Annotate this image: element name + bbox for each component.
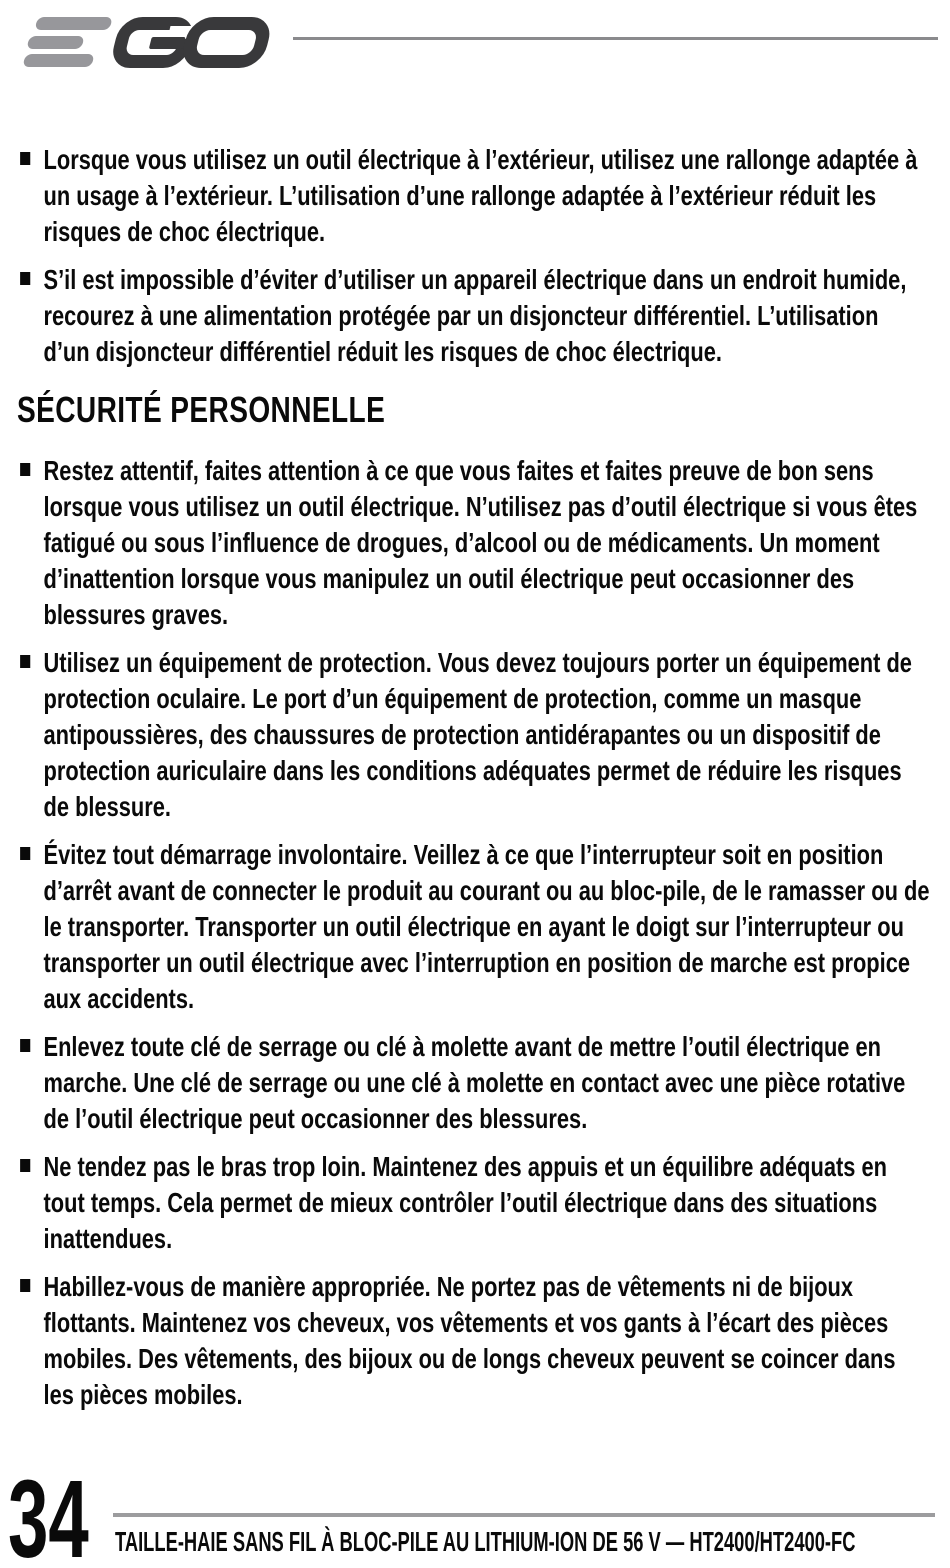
ego-logo-icon [8,4,278,74]
bullet-square-icon [20,1159,30,1172]
header-divider [293,37,938,40]
bullet-text: Utilisez un équipement de protection. Vous devez toujours porter un équipement de protection oculaire. Le port d’un équipement de protection, comme un masque antipoussières, des chaussures de protection antidérapantes ou un dispositif de protection auriculaire dans les conditions adéquates permet de réduire les risques de blessure. [43,647,912,822]
footer-divider [113,1513,935,1517]
page-body [17,142,930,1425]
safety-list-personal [17,453,930,1413]
bullet-text: Ne tendez pas le bras trop loin. Maintenez des appuis et un équilibre adéquats en tout temps. Cela permet de mieux contrôler l’outil électrique dans des situations inattendues. [43,1151,887,1254]
bullet-text: Habillez-vous de manière appropriée. Ne portez pas de vêtements ni de bijoux flottants. Maintenez vos cheveux, vos vêtements et vos gants à l’écart des pièces mobiles. Des vêtements, des bijoux ou de longs cheveux peuvent se coincer dans les pièces mobiles. [43,1271,896,1410]
list-item [17,1029,930,1137]
list-item [17,1149,930,1257]
bullet-square-icon [20,655,30,668]
safety-list-top [17,142,930,370]
bullet-text: Évitez tout démarrage involontaire. Veillez à ce que l’interrupteur soit en position d’arrêt avant de connecter le produit au courant ou au bloc-pile, de le ramasser ou de le transporter. Transporter un outil électrique en ayant le doigt sur l’interrupteur ou transporter un outil électrique avec l’interruption en position de marche est propice aux accidents. [43,839,930,1014]
footer-product-line: TAILLE-HAIE SANS FIL À BLOC-PILE AU LITHIUM-ION DE 56 V — HT2400/HT2400-FC [115,1526,856,1557]
list-item [17,142,930,250]
list-item [17,645,930,825]
bullet-square-icon [20,152,30,165]
page-number: 34 [8,1458,89,1568]
bullet-text: Enlevez toute clé de serrage ou clé à molette avant de mettre l’outil électrique en marche. Une clé de serrage ou une clé à molette en contact avec une pièce rotative de l’outil électrique peut occasionner des blessures. [43,1031,906,1134]
bullet-text: S’il est impossible d’éviter d’utiliser un appareil électrique dans un endroit humide, recourez à une alimentation protégée par un disjoncteur différentiel. L’utilisation d’un disjoncteur différentiel réduit les risques de choc électrique. [43,264,907,367]
bullet-square-icon [20,847,30,860]
bullet-square-icon [20,1279,30,1292]
list-item [17,453,930,633]
bullet-square-icon [20,463,30,476]
list-item [17,1269,930,1413]
bullet-square-icon [20,1039,30,1052]
section-heading: SÉCURITÉ PERSONNELLE [17,389,386,430]
list-item [17,262,930,370]
bullet-text: Lorsque vous utilisez un outil électrique à l’extérieur, utilisez une rallonge adaptée à un usage à l’extérieur. L’utilisation d’une rallonge adaptée à l’extérieur réduit les risques de choc électrique. [43,144,918,247]
bullet-square-icon [20,272,30,285]
list-item [17,837,930,1017]
bullet-text: Restez attentif, faites attention à ce que vous faites et faites preuve de bon sens lorsque vous utilisez un outil électrique. N’utilisez pas d’outil électrique si vous êtes fatigué ou sous l’influence de drogues, d’alcool ou de médicaments. Un moment d’inattention lorsque vous manipulez un outil électrique peut occasionner des blessures graves. [43,455,918,630]
